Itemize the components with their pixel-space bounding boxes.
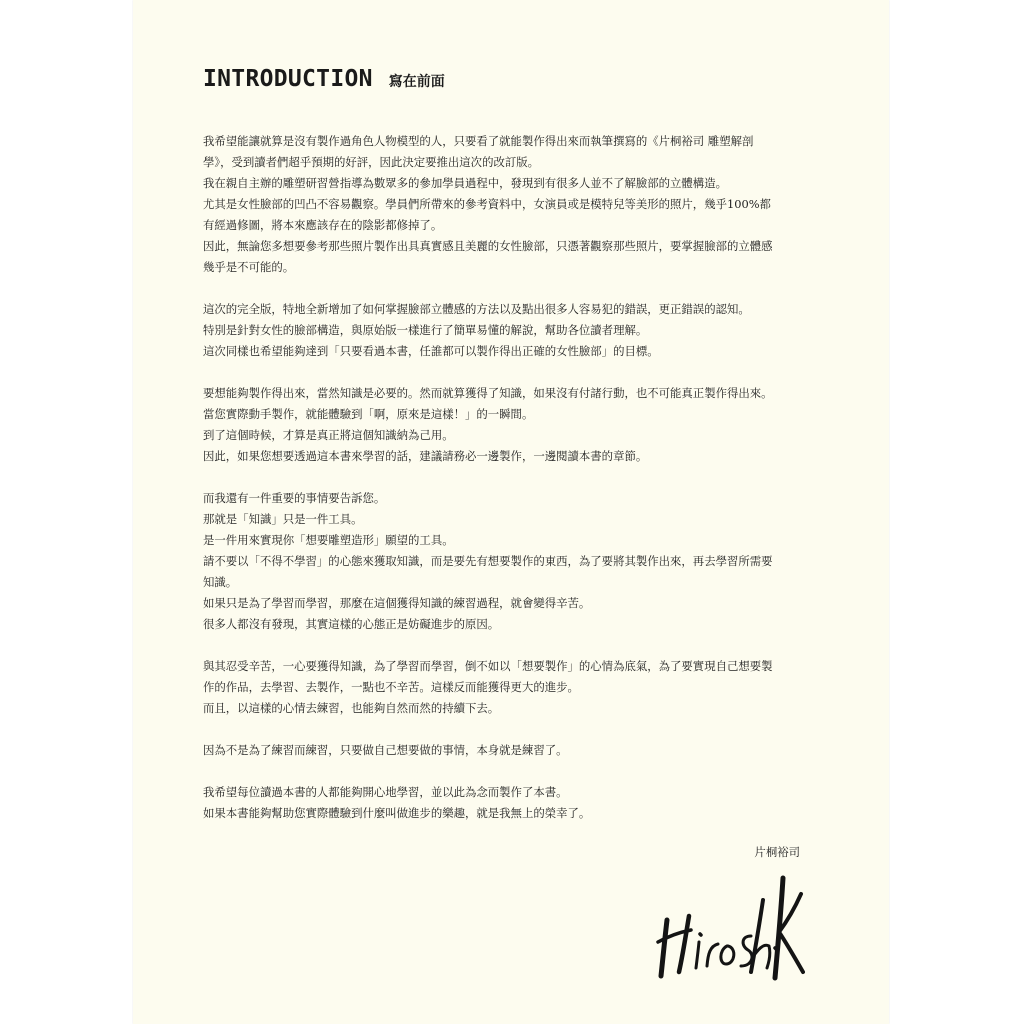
introduction-body	[203, 131, 808, 845]
handwritten-signature	[655, 872, 805, 982]
paragraph	[203, 131, 808, 278]
text-line: 作的作品，去學習、去製作，一點也不辛苦。這樣反而能獲得更大的進步。	[203, 680, 579, 694]
paragraph	[203, 299, 808, 362]
text-line: 到了這個時候，才算是真正將這個知識納為己用。	[203, 428, 454, 442]
text-line: 知識。	[203, 575, 238, 589]
text-line: 而且，以這樣的心情去練習，也能夠自然而然的持續下去。	[203, 701, 500, 715]
text-line: 幾乎是不可能的。	[203, 260, 295, 274]
text-line: 尤其是女性臉部的凹凸不容易觀察。學員們所帶來的參考資料中，女演員或是模特兒等美形的照片，幾乎100%都	[203, 197, 771, 211]
text-line: 我希望每位讀過本書的人都能夠開心地學習，並以此為念而製作了本書。	[203, 785, 568, 799]
text-line: 如果本書能夠幫助您實際體驗到什麼叫做進步的樂趣，就是我無上的榮幸了。	[203, 806, 591, 820]
text-line: 因為不是為了練習而練習，只要做自己想要做的事情，本身就是練習了。	[203, 743, 568, 757]
book-page	[133, 0, 889, 1024]
text-line: 當您實際動手製作，就能體驗到「啊，原來是這樣！」的一瞬間。	[203, 407, 534, 421]
text-line: 學》，受到讀者們超乎預期的好評，因此決定要推出這次的改訂版。	[203, 155, 540, 169]
text-line: 因此，無論您多想要參考那些照片製作出具真實感且美麗的女性臉部，只憑著觀察那些照片，要掌握臉部的立體感	[203, 239, 773, 253]
text-line: 有經過修圖，將本來應該存在的陰影都修掉了。	[203, 218, 443, 232]
text-line: 我希望能讓就算是沒有製作過角色人物模型的人，只要看了就能製作得出來而執筆撰寫的《片桐裕司 雕塑解剖	[203, 134, 754, 148]
paragraph	[203, 782, 808, 824]
text-line: 是一件用來實現你「想要雕塑造形」願望的工具。	[203, 533, 454, 547]
author-name: 片桐裕司	[754, 845, 800, 859]
paragraph	[203, 740, 808, 761]
text-line: 特別是針對女性的臉部構造，與原始版一樣進行了簡單易懂的解說，幫助各位讀者理解。	[203, 323, 648, 337]
heading-chinese: 寫在前面	[388, 74, 445, 90]
text-line: 與其忍受辛苦，一心要獲得知識，為了學習而學習，倒不如以「想要製作」的心情為底氣，為了要實現自己想要製	[203, 659, 773, 673]
text-line: 這次的完全版，特地全新增加了如何掌握臉部立體感的方法以及點出很多人容易犯的錯誤，更正錯誤的認知。	[203, 302, 750, 316]
paragraph	[203, 656, 808, 719]
paragraph	[203, 383, 808, 467]
page-heading	[203, 66, 445, 92]
text-line: 我在親自主辦的雕塑研習營指導為數眾多的參加學員過程中，發現到有很多人並不了解臉部的立體構造。	[203, 176, 727, 190]
text-line: 因此，如果您想要透過這本書來學習的話，建議請務必一邊製作，一邊閱讀本書的章節。	[203, 449, 648, 463]
text-line: 很多人都沒有發現，其實這樣的心態正是妨礙進步的原因。	[203, 617, 500, 631]
text-line: 要想能夠製作得出來，當然知識是必要的。然而就算獲得了知識，如果沒有付諸行動，也不可能真正製作得出來。	[203, 386, 773, 400]
text-line: 請不要以「不得不學習」的心態來獲取知識，而是要先有想要製作的東西，為了要將其製作出來，再去學習所需要	[203, 554, 773, 568]
text-line: 而我還有一件重要的事情要告訴您。	[203, 491, 386, 505]
text-line: 如果只是為了學習而學習，那麼在這個獲得知識的練習過程，就會變得辛苦。	[203, 596, 591, 610]
heading-english: INTRODUCTION	[203, 66, 373, 92]
paragraph	[203, 488, 808, 635]
text-line: 這次同樣也希望能夠達到「只要看過本書，任誰都可以製作得出正確的女性臉部」的目標。	[203, 344, 659, 358]
text-line: 那就是「知識」只是一件工具。	[203, 512, 363, 526]
